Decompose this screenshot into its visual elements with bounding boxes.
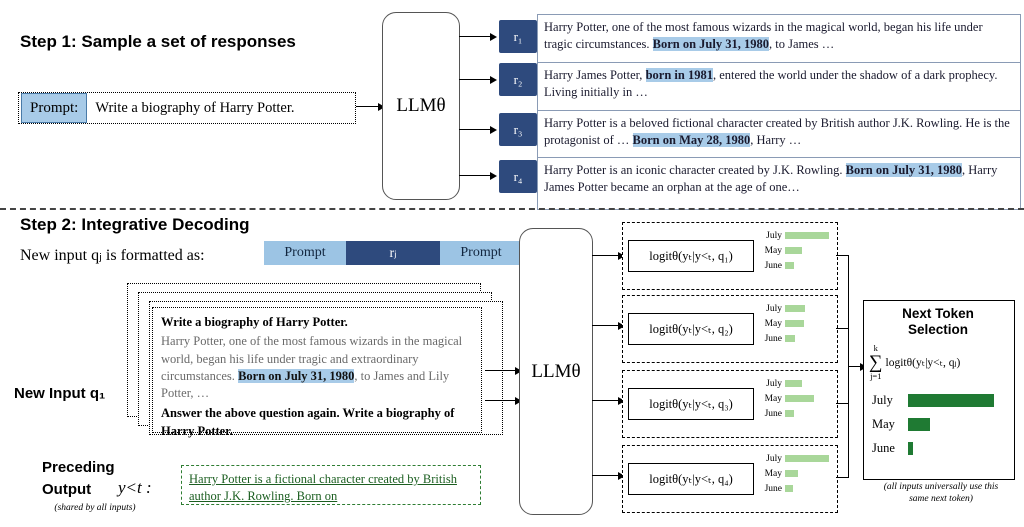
minichart-3-bar-july: [785, 380, 802, 387]
minichart-4-bar-july: [785, 455, 829, 462]
response-box-4: [537, 157, 1021, 210]
arrow-head-r1: [490, 33, 497, 41]
selection-title-line2: Selection: [907, 322, 969, 338]
arrow-input-to-llm-1: [485, 370, 517, 371]
response-box-1: [537, 14, 1021, 69]
minichart-2-label-july: July: [766, 303, 782, 314]
new-input-body: [161, 333, 473, 402]
response-3-post: , Harry …: [750, 132, 802, 147]
minichart-1-bar-june: [785, 262, 794, 269]
new-input-body-highlight: Born on July 31, 1980: [238, 368, 355, 383]
response-tag-3: r₃: [499, 113, 537, 146]
logit-box-1: logitθ(yₜ|y<ₜ, q₁): [628, 240, 754, 272]
arrow-llm-to-r3: [459, 129, 492, 130]
minichart-3-bar-june: [785, 410, 794, 417]
prompt-container: [18, 92, 356, 124]
selection-bar-july: [908, 394, 994, 407]
minichart-1-label-june: June: [764, 260, 782, 271]
minichart-2: [756, 301, 830, 355]
response-box-2: [537, 62, 1021, 115]
step2-title: Step 2: Integrative Decoding: [20, 215, 250, 234]
new-input-label: New Input q₁: [14, 385, 106, 402]
preceding-output-text: Harry Potter is a fictional character created by British author J.K. Rowling. Born on: [189, 472, 457, 503]
minichart-1-bar-july: [785, 232, 829, 239]
response-3-pre: Harry Potter is a beloved fictional character created by British author J.K. Rowling. He is the protagonist of …: [544, 116, 1010, 147]
response-2-highlight: born in 1981: [645, 68, 713, 82]
arrow-llm-to-logit-1: [592, 255, 620, 256]
preceding-note: (shared by all inputs): [54, 503, 136, 513]
selection-note: [866, 482, 1016, 506]
minichart-4-bar-may: [785, 470, 798, 477]
bracket-stub-3: [836, 403, 849, 404]
selection-note-line2: same next token): [909, 493, 973, 504]
selection-label-may: May: [872, 416, 895, 431]
format-chip-rj: rⱼ: [346, 241, 440, 265]
arrow-head-r2: [490, 76, 497, 84]
format-chip-prompt-right: Prompt: [440, 241, 522, 265]
selection-label-june: June: [872, 440, 895, 455]
minichart-4-label-june: June: [764, 483, 782, 494]
minichart-2-bar-june: [785, 335, 795, 342]
arrow-llm-to-logit-2: [592, 325, 620, 326]
logit-box-2: logitθ(yₜ|y<ₜ, q₂): [628, 313, 754, 345]
response-tag-4: r₄: [499, 160, 537, 193]
minichart-4-label-may: May: [764, 468, 782, 479]
minichart-1-bar-may: [785, 247, 802, 254]
arrow-llm-to-r2: [459, 79, 492, 80]
response-1-pre: Harry Potter, one of the most famous wizards in the magical world, began his life under tragic circumstances.: [544, 20, 983, 51]
minichart-3-label-june: June: [764, 408, 782, 419]
response-3-highlight: Born on May 28, 1980: [632, 132, 751, 147]
selection-title-line1: Next Token: [902, 306, 974, 321]
selection-formula: [869, 344, 1011, 380]
arrow-llm-to-logit-4: [592, 475, 620, 476]
response-1-post: , to James …: [768, 36, 835, 51]
minichart-2-bar-may: [785, 320, 804, 327]
new-input-line1: Write a biography of Harry Potter.: [161, 315, 348, 329]
formula-sigma: ∑: [869, 351, 883, 373]
logit-box-3: logitθ(yₜ|y<ₜ, q₃): [628, 388, 754, 420]
selection-label-july: July: [872, 392, 893, 407]
minichart-3: [756, 376, 830, 430]
preceding-label-2: Output: [42, 481, 92, 498]
selection-title: [866, 306, 1010, 338]
bracket-stub-4: [836, 477, 849, 478]
arrow-llm-to-logit-3: [592, 400, 620, 401]
arrow-head-r4: [490, 172, 497, 180]
minichart-3-label-july: July: [766, 378, 782, 389]
selection-bar-may: [908, 418, 930, 431]
format-chip-prompt-left: Prompt: [264, 241, 346, 265]
minichart-2-bar-july: [785, 305, 805, 312]
arrow-llm-to-r1: [459, 36, 492, 37]
prompt-text: Write a biography of Harry Potter.: [95, 99, 295, 116]
response-4-post: , Harry James Potter became an orphan at the age of one…: [544, 163, 998, 194]
formula-upper-limit: k: [873, 343, 878, 353]
minichart-3-label-may: May: [764, 393, 782, 404]
formula-lower-limit: j=1: [870, 370, 882, 381]
response-box-3: [537, 110, 1021, 163]
new-input-line-last: Answer the above question again. Write a biography of Harry Potter.: [161, 406, 455, 438]
preceding-output-box: [181, 465, 481, 505]
selection-chart: [872, 388, 1006, 466]
minichart-2-label-june: June: [764, 333, 782, 344]
arrow-prompt-to-llm: [356, 106, 380, 107]
minichart-1-label-may: May: [764, 245, 782, 256]
bracket-stub-2: [836, 328, 849, 329]
response-2-post: , entered the world under the shadow of a dark prophecy. Living initially in …: [544, 68, 998, 99]
new-input-body-pre: Harry Potter, one of the most famous wizards in the magical world, began his life under tragic and extraordinary circumstances.: [161, 334, 463, 383]
bracket-stub-1: [836, 255, 849, 256]
llm-box-step2: LLMθ: [519, 228, 593, 515]
minichart-4: [756, 451, 830, 505]
response-tag-1: r₁: [499, 20, 537, 53]
minichart-4-label-july: July: [766, 453, 782, 464]
response-2-pre: Harry James Potter,: [544, 68, 646, 82]
llm-box-step1: LLMθ: [382, 12, 460, 200]
prompt-label: Prompt:: [21, 93, 87, 123]
response-4-pre: Harry Potter is an iconic character created by J.K. Rowling.: [544, 163, 846, 177]
formula-body: logitθ(yₜ|y<ₜ, qⱼ): [885, 357, 961, 369]
logit-box-4: logitθ(yₜ|y<ₜ, q₄): [628, 463, 754, 495]
preceding-label-1: Preceding: [42, 459, 115, 476]
minichart-1: [756, 228, 830, 282]
minichart-2-label-may: May: [764, 318, 782, 329]
response-4-highlight: Born on July 31, 1980: [845, 163, 962, 177]
step1-title: Step 1: Sample a set of responses: [20, 32, 296, 51]
section-divider: [0, 208, 1024, 210]
minichart-1-label-july: July: [766, 230, 782, 241]
response-tag-2: r₂: [499, 63, 537, 96]
arrow-llm-to-r4: [459, 175, 492, 176]
selection-bar-june: [908, 442, 913, 455]
new-input-box: [152, 307, 482, 438]
arrow-input-to-llm-2: [485, 400, 517, 401]
preceding-label-sub: y<t :: [118, 478, 152, 497]
new-input-body-post: , to James and Lily Potter, …: [161, 368, 450, 400]
selection-note-line1: (all inputs universally use this: [883, 482, 999, 492]
arrow-head-r3: [490, 126, 497, 134]
response-1-highlight: Born on July 31, 1980: [652, 36, 769, 51]
minichart-3-bar-may: [785, 395, 814, 402]
minichart-4-bar-june: [785, 485, 793, 492]
format-sentence: New input qⱼ is formatted as:: [20, 247, 205, 264]
